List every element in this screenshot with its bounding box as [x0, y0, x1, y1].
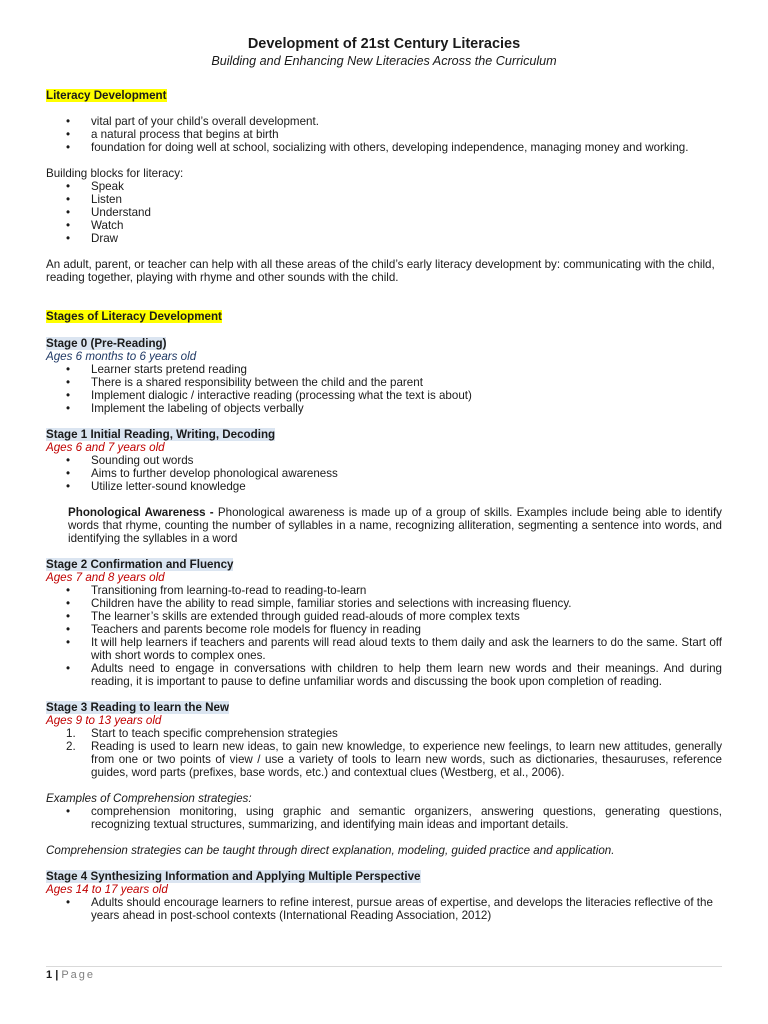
list-item: • Understand: [46, 206, 722, 219]
list-item: • The learner’s skills are extended through guided read-alouds of more complex texts: [46, 610, 722, 623]
stage-3-numbered-list: [46, 727, 722, 779]
page-number: 1: [46, 969, 53, 981]
stages-heading: Stages of Literacy Development: [46, 310, 222, 323]
literacy-heading: Literacy Development: [46, 89, 167, 102]
list-text: Reading is used to learn new ideas, to gain new knowledge, to experience new feelings, to learn new attitudes, generally from one or two points of view / use a variety of tools to learn new words, such as dictionaries, thesauruses, reference guides, word parts (prefixes, base words, etc.) and contextual clues (Westberg, et al., 2006).: [91, 740, 722, 779]
page-label: Page: [61, 969, 96, 981]
list-item: • Speak: [46, 180, 722, 193]
list-item: • It will help learners if teachers and parents will read aloud texts to them daily and ask the learners to do the same. Start off with short words to complex ones.: [46, 636, 722, 662]
stage-2-bullets: [46, 584, 722, 688]
stage-3-ages: Ages 9 to 13 years old: [46, 714, 162, 727]
phonological-awareness-term: Phonological Awareness -: [68, 506, 218, 519]
list-item: • a natural process that begins at birth: [46, 128, 722, 141]
building-blocks-intro: Building blocks for literacy:: [46, 167, 184, 180]
list-item: • Listen: [46, 193, 722, 206]
stage-3-title: Stage 3 Reading to learn the New: [46, 701, 229, 714]
stage-1-title: Stage 1 Initial Reading, Writing, Decoding: [46, 428, 276, 441]
phonological-awareness-definition: [46, 506, 722, 545]
stage-4-title: Stage 4 Synthesizing Information and Applying Multiple Perspective: [46, 870, 421, 883]
page-footer: [46, 966, 722, 982]
list-item: • Learner starts pretend reading: [46, 363, 722, 376]
building-blocks-list: [46, 180, 722, 245]
list-item: • Sounding out words: [46, 454, 722, 467]
stage-2-title: Stage 2 Confirmation and Fluency: [46, 558, 234, 571]
list-text: Start to teach specific comprehension strategies: [91, 727, 338, 740]
comprehension-examples-intro: Examples of Comprehension strategies:: [46, 792, 252, 805]
stage-2-ages: Ages 7 and 8 years old: [46, 571, 165, 584]
document-subtitle: Building and Enhancing New Literacies Across the Curriculum: [211, 54, 557, 68]
list-item: • There is a shared responsibility between the child and the parent: [46, 376, 722, 389]
list-item: • Utilize letter-sound knowledge: [46, 480, 722, 493]
list-number: 2.: [66, 740, 76, 753]
literacy-bullets: [46, 115, 722, 154]
page-separator: |: [55, 969, 59, 981]
list-item: • Adults should encourage learners to refine interest, pursue areas of expertise, and develops the literacies reflective of the years ahead in post-school contexts (International Reading Association, 2012): [46, 896, 722, 922]
list-item: • Implement dialogic / interactive reading (processing what the text is about): [46, 389, 722, 402]
stage-0-ages: Ages 6 months to 6 years old: [46, 350, 197, 363]
list-item: • Draw: [46, 232, 722, 245]
list-item: • Transitioning from learning-to-read to reading-to-learn: [46, 584, 722, 597]
stage-4-ages: Ages 14 to 17 years old: [46, 883, 168, 896]
list-item: [46, 740, 722, 779]
list-item: • Children have the ability to read simple, familiar stories and selections with increasing fluency.: [46, 597, 722, 610]
stage-0-bullets: [46, 363, 722, 415]
stage-1-bullets: [46, 454, 722, 493]
list-item: • Teachers and parents become role models for fluency in reading: [46, 623, 722, 636]
comprehension-closing: Comprehension strategies can be taught through direct explanation, modeling, guided practice and application.: [46, 844, 615, 857]
list-item: • comprehension monitoring, using graphic and semantic organizers, answering questions, generating questions, recognizing textual structures, summarizing, and identifying main ideas and important details.: [46, 805, 722, 831]
list-item: • Aims to further develop phonological awareness: [46, 467, 722, 480]
list-item: • Watch: [46, 219, 722, 232]
stage-1-ages: Ages 6 and 7 years old: [46, 441, 165, 454]
list-item: • vital part of your child’s overall development.: [46, 115, 722, 128]
phonological-awareness-text: Phonological awareness is made up of a group of skills. Examples include being able to identify words that rhyme, counting the number of syllables in a name, recognizing alliteration, segmenting a sentence into words, and identifying the syllables in a word: [68, 506, 722, 545]
list-number: 1.: [66, 727, 76, 740]
stage-0-title: Stage 0 (Pre-Reading): [46, 337, 167, 350]
document-title: Development of 21st Century Literacies: [247, 36, 521, 52]
list-item: • foundation for doing well at school, socializing with others, developing independence, managing money and working.: [46, 141, 722, 154]
literacy-paragraph: An adult, parent, or teacher can help with all these areas of the child’s early literacy development by: communicating with the child, reading together, playing with rhyme and other sounds with the child.: [46, 258, 715, 284]
list-item: [46, 727, 722, 740]
list-item: • Implement the labeling of objects verbally: [46, 402, 722, 415]
comprehension-examples-list: [46, 805, 722, 831]
list-item: • Adults need to engage in conversations with children to help them learn new words and their meanings. And during reading, it is important to pause to define unfamiliar words and discussing the book upon completion of reading.: [46, 662, 722, 688]
stage-4-bullets: [46, 896, 722, 922]
literacy-section: [46, 89, 722, 102]
